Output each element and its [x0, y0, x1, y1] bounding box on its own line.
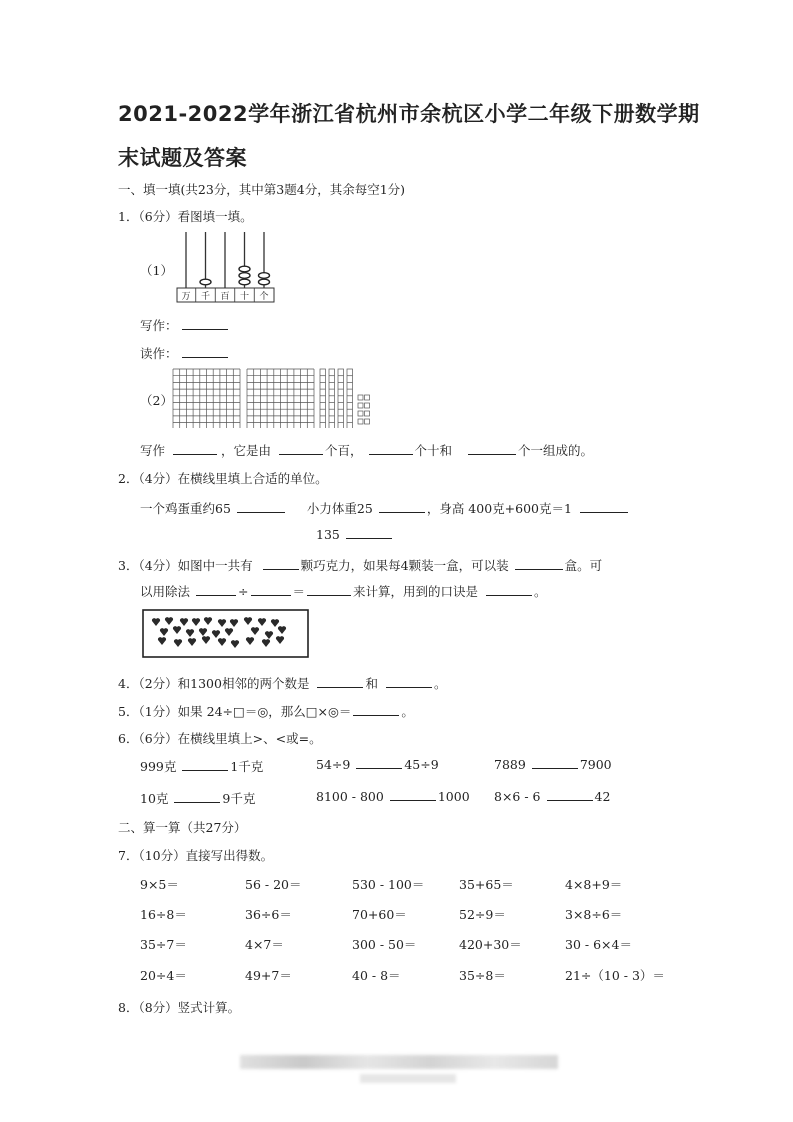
abacus-place-label: 十: [239, 292, 250, 302]
calc-expression: 530 - 100＝: [352, 877, 425, 892]
calc-expression: 4×8+9＝: [565, 877, 623, 892]
answer-blank[interactable]: [196, 585, 236, 596]
answer-blank[interactable]: [468, 444, 516, 455]
calc-expression: 16÷8＝: [140, 907, 187, 922]
answer-blank[interactable]: [182, 319, 228, 330]
abacus-place-label: 万: [181, 292, 191, 302]
q2-stem: 2．（4分）在横线里填上合适的单位。: [118, 471, 328, 486]
answer-blank[interactable]: [353, 705, 399, 716]
comparison-left: 54÷9: [316, 757, 351, 772]
comparison-item: [316, 757, 439, 772]
answer-blank[interactable]: [237, 502, 285, 513]
q1-part1-label: （1）: [140, 263, 173, 278]
comparison-item: [494, 789, 610, 804]
comparison-item: [140, 757, 263, 775]
comparison-left: 999克: [140, 759, 177, 774]
q6-stem: 6．（6分）在横线里填上>、<或=。: [118, 731, 322, 746]
calc-expression: 40 - 8＝: [352, 968, 401, 983]
one-cube: [358, 403, 363, 408]
answer-blank[interactable]: [356, 758, 402, 769]
calc-expression: 420+30＝: [459, 937, 522, 952]
answer-blank[interactable]: [279, 444, 323, 455]
ten-rod: [347, 369, 353, 428]
calc-expression: 3×8÷6＝: [565, 907, 623, 922]
comparison-right: 1千克: [230, 759, 264, 774]
answer-blank[interactable]: [515, 559, 563, 570]
abacus-place-label: 百: [220, 292, 230, 302]
comparison-left: 8100 - 800: [316, 789, 384, 804]
abacus-bead: [259, 273, 270, 279]
one-cube: [365, 403, 370, 408]
one-cube: [365, 395, 370, 400]
q7-stem: 7．（10分）直接写出得数。: [118, 848, 274, 863]
comparison-item: [494, 757, 612, 772]
answer-blank[interactable]: [307, 585, 351, 596]
one-cube: [358, 411, 363, 416]
answer-blank[interactable]: [182, 347, 228, 358]
q1-answer-line: 写作 ，它是由 个百， 个十和 个一组成的。: [140, 443, 594, 458]
abacus-bead: [200, 279, 211, 285]
calc-expression: 35+65＝: [459, 877, 514, 892]
one-cube: [358, 395, 363, 400]
comparison-right: 45÷9: [404, 757, 439, 772]
answer-blank[interactable]: [346, 528, 392, 539]
comparison-right: 7900: [579, 757, 612, 772]
chocolate-hearts-figure: [142, 609, 310, 659]
calc-expression: 300 - 50＝: [352, 937, 417, 952]
comparison-right: 9千克: [222, 791, 256, 806]
base-ten-blocks-figure: [172, 368, 372, 428]
comparison-item: [140, 789, 255, 807]
hundred-block: [173, 369, 240, 428]
footer-watermark-2: [360, 1074, 456, 1083]
comparison-item: [316, 789, 470, 804]
answer-blank[interactable]: [379, 502, 425, 513]
q2-line1: 一个鸡蛋重约65 小力体重25 ，身高 400克+600克＝1: [140, 499, 628, 517]
read-label: 读作：: [140, 344, 228, 362]
answer-blank[interactable]: [369, 444, 413, 455]
answer-blank[interactable]: [174, 792, 220, 803]
calc-expression: 9×5＝: [140, 877, 179, 892]
answer-blank[interactable]: [386, 677, 432, 688]
abacus-place-label: 千: [200, 292, 211, 302]
answer-blank[interactable]: [547, 790, 593, 801]
abacus-bead: [239, 279, 250, 285]
calc-expression: 35÷7＝: [140, 937, 187, 952]
one-cube: [365, 411, 370, 416]
comparison-left: 7889: [494, 757, 526, 772]
write-label: 写作：: [140, 316, 228, 334]
one-cube: [365, 419, 370, 424]
calc-expression: 49+7＝: [245, 968, 292, 983]
section-heading-2: 二、算一算（共27分）: [118, 820, 247, 835]
comparison-right: 42: [594, 789, 611, 804]
calc-expression: 4×7＝: [245, 937, 284, 952]
abacus-bead: [259, 279, 270, 285]
calc-expression: 36÷6＝: [245, 907, 292, 922]
q4: 4．（2分）和1300相邻的两个数是 和 。: [118, 676, 447, 691]
q8-stem: 8．（8分）竖式计算。: [118, 1000, 241, 1015]
calc-expression: 35÷8＝: [459, 968, 506, 983]
section-heading-1: 一、填一填(共23分，其中第3题4分，其余每空1分): [118, 182, 406, 197]
footer-watermark: [240, 1055, 558, 1069]
answer-blank[interactable]: [532, 758, 578, 769]
comparison-left: 8×6 - 6: [494, 789, 541, 804]
comparison-right: 1000: [437, 789, 470, 804]
answer-blank[interactable]: [173, 444, 217, 455]
q5: 5．（1分）如果 24÷□＝◎，那么□×◎＝ 。: [118, 704, 414, 719]
calc-expression: 52÷9＝: [459, 907, 506, 922]
q3-stem: 3．（4分）如图中一共有 颗巧克力，如果每4颗装一盒，可以装 盒。可: [118, 558, 603, 573]
abacus-place-label: 个: [259, 292, 269, 302]
ten-rod: [338, 369, 344, 428]
ten-rod: [320, 369, 326, 428]
q2-line2: 135: [316, 527, 392, 542]
comparison-left: 10克: [140, 791, 169, 806]
hundred-block: [247, 369, 314, 428]
calc-expression: 20÷4＝: [140, 968, 187, 983]
page-title-cont: 末试题及答案: [118, 146, 247, 170]
calc-expression: 21÷（10 - 3）＝: [565, 968, 665, 983]
abacus-figure: [176, 230, 276, 304]
calc-expression: 56 - 20＝: [245, 877, 302, 892]
answer-blank[interactable]: [390, 790, 436, 801]
abacus-bead: [239, 273, 250, 279]
answer-blank[interactable]: [580, 502, 628, 513]
answer-blank[interactable]: [486, 585, 532, 596]
abacus-bead: [239, 266, 250, 272]
q1-stem: 1．（6分）看图填一填。: [118, 209, 253, 224]
calc-expression: 30 - 6×4＝: [565, 937, 632, 952]
ten-rod: [329, 369, 335, 428]
q1-part2-label: （2）: [140, 393, 173, 408]
answer-blank[interactable]: [263, 559, 299, 570]
answer-blank[interactable]: [317, 677, 363, 688]
answer-blank[interactable]: [182, 760, 228, 771]
one-cube: [358, 419, 363, 424]
calc-expression: 70+60＝: [352, 907, 407, 922]
page-title: 2021-2022学年浙江省杭州市余杭区小学二年级下册数学期: [118, 102, 700, 126]
q3-line2: 以用除法 ÷ ＝ 来计算，用到的口诀是 。: [140, 584, 547, 599]
answer-blank[interactable]: [251, 585, 291, 596]
